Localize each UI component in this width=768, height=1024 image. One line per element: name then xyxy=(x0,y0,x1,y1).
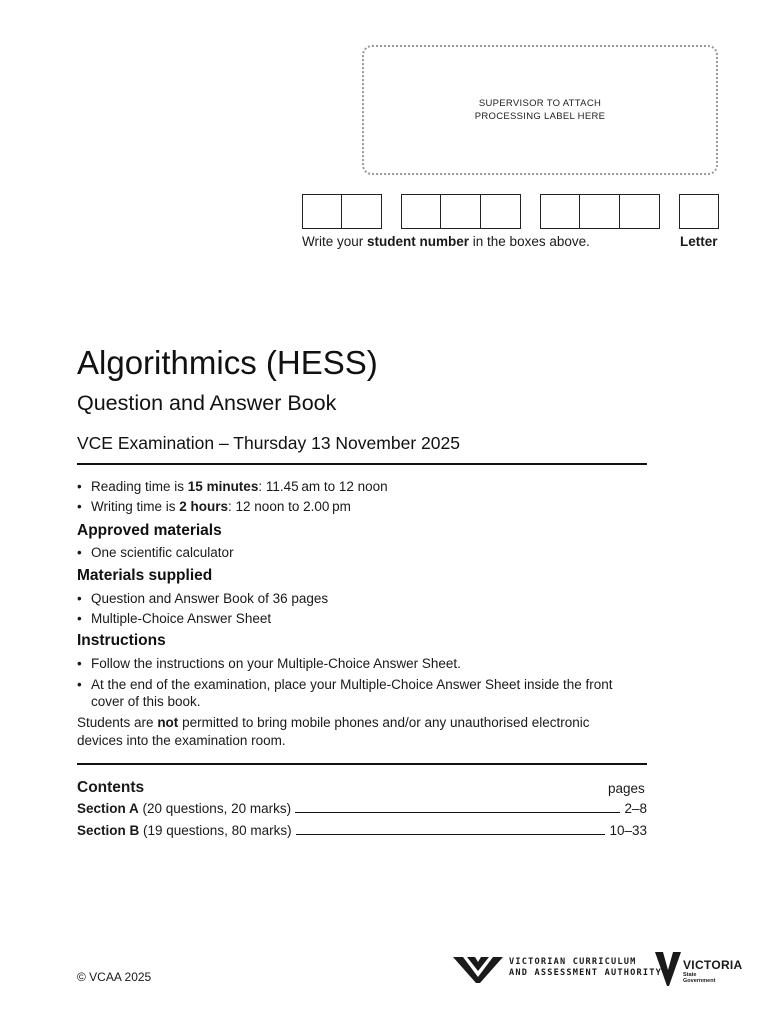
notice-text: permitted to bring mobile phones and/or any unauthorised electronic devices into the examination room. xyxy=(77,715,590,748)
vcaa-logo xyxy=(453,953,662,983)
student-number-box[interactable] xyxy=(620,194,660,229)
approved-materials-heading: Approved materials xyxy=(77,522,222,539)
contents-row-label xyxy=(77,823,292,838)
student-number-box[interactable] xyxy=(302,194,342,229)
writing-time-item xyxy=(77,498,647,515)
vcaa-line-1: VICTORIAN CURRICULUM xyxy=(509,957,637,967)
time-text: Writing time is xyxy=(91,499,180,514)
student-number-box[interactable] xyxy=(401,194,441,229)
time-duration: 15 minutes xyxy=(187,479,259,494)
reading-time-item xyxy=(77,478,647,495)
exam-times-list xyxy=(77,478,647,515)
divider-bottom xyxy=(77,763,647,765)
student-number-group-3 xyxy=(540,194,660,229)
divider-top xyxy=(77,463,647,465)
student-number-box[interactable] xyxy=(342,194,382,229)
time-text: Reading time is xyxy=(91,479,188,494)
instructions-list xyxy=(77,655,642,710)
vcaa-wordmark xyxy=(509,957,662,979)
contents-row-section-a xyxy=(77,801,647,816)
section-pages: 2–8 xyxy=(624,801,647,816)
section-pages: 10–33 xyxy=(609,823,647,838)
victoria-logo xyxy=(655,950,743,986)
vcaa-line-2: AND ASSESSMENT AUTHORITY xyxy=(509,968,662,978)
student-number-caption xyxy=(302,234,590,249)
contents-heading: Contents xyxy=(77,779,145,796)
section-detail: (20 questions, 20 marks) xyxy=(138,801,292,816)
student-number-box[interactable] xyxy=(481,194,521,229)
devices-notice xyxy=(77,714,637,749)
contents-row-section-b xyxy=(77,823,647,838)
victoria-sub-2: Government xyxy=(683,978,716,984)
section-name: Section A xyxy=(77,801,139,816)
time-duration: 2 hours xyxy=(179,499,229,514)
leader-line xyxy=(296,834,606,835)
pages-label: pages xyxy=(608,781,645,796)
label-box-line-2: PROCESSING LABEL HERE xyxy=(474,111,606,122)
copyright-text: © VCAA 2025 xyxy=(77,970,152,984)
section-name: Section B xyxy=(77,823,140,838)
notice-bold-text: not xyxy=(157,715,179,730)
notice-text: Students are xyxy=(77,715,158,730)
time-text: : 12 noon to 2.00 pm xyxy=(228,499,351,514)
victoria-wordmark xyxy=(683,959,743,984)
caption-text: in the boxes above. xyxy=(469,234,590,249)
page-subtitle: Question and Answer Book xyxy=(77,391,337,415)
letter-box-group xyxy=(679,194,719,229)
student-number-box[interactable] xyxy=(540,194,580,229)
section-detail: (19 questions, 80 marks) xyxy=(139,823,292,838)
list-item: • Question and Answer Book of 36 pages xyxy=(77,590,647,607)
victoria-word: VICTORIA xyxy=(683,958,743,972)
list-item: • Follow the instructions on your Multiple-Choice Answer Sheet. xyxy=(77,655,642,672)
approved-materials-list xyxy=(77,544,647,561)
student-number-group-1 xyxy=(302,194,382,229)
materials-supplied-heading: Materials supplied xyxy=(77,567,213,584)
student-number-group-2 xyxy=(401,194,521,229)
materials-supplied-list xyxy=(77,590,647,627)
page-title: Algorithmics (HESS) xyxy=(77,344,378,381)
list-item: • Multiple-Choice Answer Sheet xyxy=(77,610,647,627)
caption-bold-text: student number xyxy=(367,234,470,249)
exam-date-line: VCE Examination – Thursday 13 November 2025 xyxy=(77,433,460,453)
student-number-box[interactable] xyxy=(441,194,481,229)
letter-box[interactable] xyxy=(679,194,719,229)
time-text: : 11.45 am to 12 noon xyxy=(258,479,388,494)
list-item: • One scientific calculator xyxy=(77,544,647,561)
vcaa-chevron-icon xyxy=(453,953,503,983)
contents-row-label xyxy=(77,801,291,816)
instructions-heading: Instructions xyxy=(77,632,166,649)
list-item: • At the end of the examination, place your Multiple-Choice Answer Sheet inside the front cover of this book. xyxy=(77,676,642,710)
caption-text: Write your xyxy=(302,234,368,249)
student-number-box[interactable] xyxy=(580,194,620,229)
processing-label-box xyxy=(362,45,718,175)
label-box-line-1: SUPERVISOR TO ATTACH xyxy=(478,98,602,109)
letter-label: Letter xyxy=(680,234,718,249)
victoria-sub-1: State xyxy=(683,972,697,978)
victoria-chevron-icon xyxy=(655,950,681,986)
leader-line xyxy=(295,812,620,813)
